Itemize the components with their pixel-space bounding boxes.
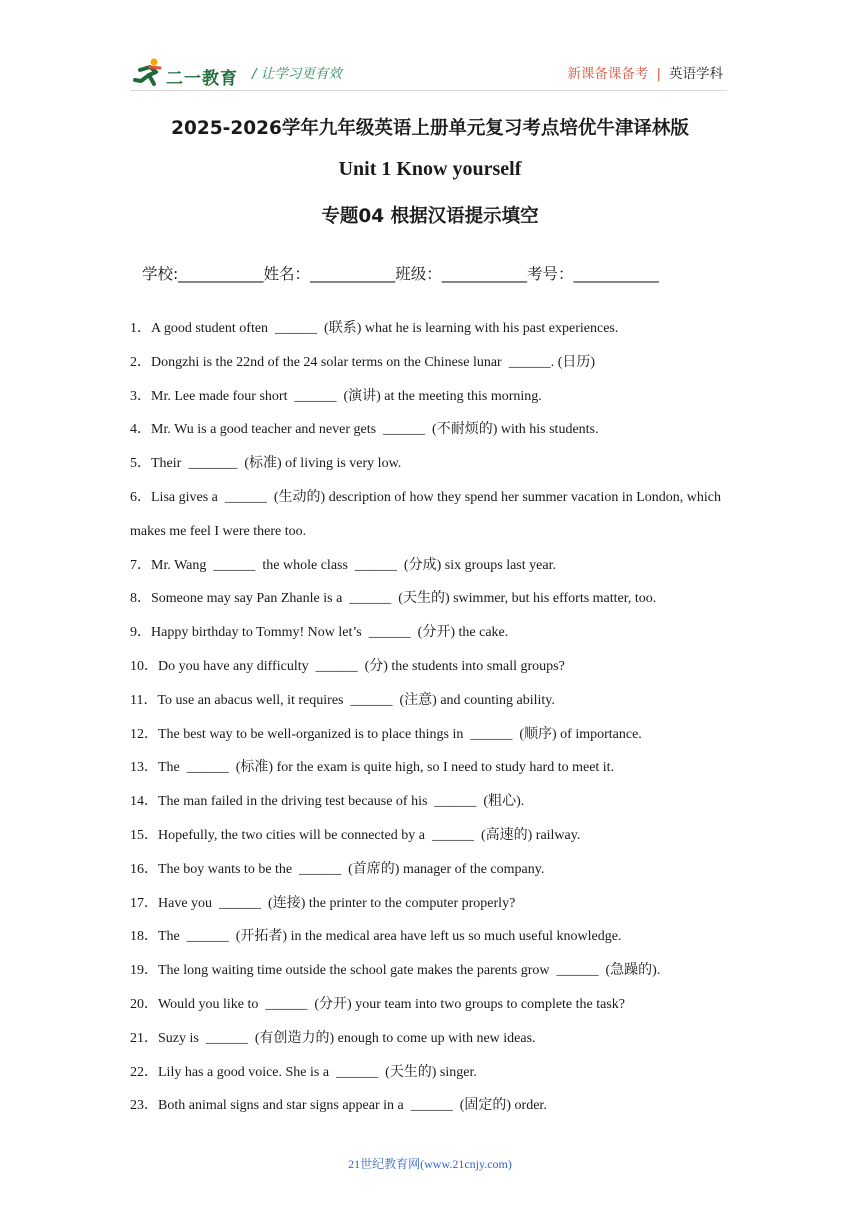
question-number: 8． [130, 591, 151, 607]
question-number: 15． [130, 827, 158, 843]
question-text: Happy birthday to Tommy! Now let’s ______ (分开) the cake. [151, 625, 509, 641]
question-item [130, 447, 740, 481]
question-item [130, 718, 740, 752]
footer-source: 21世纪教育网(www.21cnjy.com) [348, 1157, 512, 1171]
logo [132, 56, 242, 88]
question-number: 16． [130, 861, 158, 877]
question-item [130, 988, 740, 1022]
question-text: Have you ______ (连接) the printer to the computer properly? [158, 895, 516, 911]
question-text: The man failed in the driving test because of his ______ (粗心). [158, 794, 525, 810]
question-text: A good student often ______ (联系) what he is learning with his past experiences. [151, 321, 619, 336]
question-item [130, 819, 740, 853]
question-number: 13． [130, 760, 158, 776]
tag-course: 新课备课备考 [567, 66, 649, 82]
unit-title: Unit 1 Know yourself [338, 158, 522, 180]
question-item [130, 549, 740, 583]
question-text: The ______ (开拓者) in the medical area have left us so much useful knowledge. [158, 929, 622, 945]
question-text: Would you like to ______ (分开) your team into two groups to complete the task? [158, 996, 626, 1012]
question-item [130, 380, 740, 414]
question-number: 18． [130, 929, 158, 945]
question-number: 11． [130, 692, 158, 708]
question-number: 19． [130, 963, 158, 979]
logo-text: 二一教育 [166, 69, 238, 89]
header-divider [130, 90, 727, 91]
question-text: The boy wants to be the ______ (首席的) manager of the company. [158, 861, 545, 877]
tag-subject: 英语学科 [669, 66, 723, 82]
question-text: Lisa gives a ______ (生动的) description of how they spend her summer vacation in London, which makes me feel I were there too. [130, 489, 725, 539]
question-item [130, 650, 740, 684]
question-number: 3． [130, 388, 151, 404]
question-item [130, 1089, 740, 1123]
subject-tags [567, 62, 723, 82]
question-number: 14． [130, 794, 158, 810]
question-number: 21． [130, 1030, 158, 1046]
question-text: Hopefully, the two cities will be connected by a ______ (高速的) railway. [158, 827, 581, 843]
slogan: / 让学习更有效 [252, 66, 342, 82]
question-item [130, 312, 740, 346]
question-item [130, 853, 740, 887]
page-header [130, 52, 727, 92]
question-item [130, 920, 740, 954]
question-item [130, 751, 740, 785]
question-text: Their _______ (标准) of living is very low. [151, 456, 402, 472]
tag-separator: | [656, 66, 661, 82]
question-number: 12． [130, 726, 158, 742]
question-text: Lily has a good voice. She is a ______ (天生的) singer. [158, 1064, 477, 1080]
question-number: 23． [130, 1098, 158, 1114]
question-list [130, 312, 740, 1123]
question-text: Mr. Wu is a good teacher and never gets ______ (不耐烦的) with his students. [151, 422, 599, 438]
question-text: The ______ (标准) for the exam is quite high, so I need to study hard to meet it. [158, 760, 615, 776]
question-item [130, 481, 735, 549]
question-text: Do you have any difficulty ______ (分) the students into small groups? [158, 658, 565, 674]
question-item [130, 582, 740, 616]
question-text: Mr. Wang ______ the whole class ______ (分成) six groups last year. [151, 557, 556, 573]
question-text: The long waiting time outside the school gate makes the parents grow ______ (急躁的). [158, 963, 661, 979]
topic-title: 专题04 根据汉语提示填空 [321, 206, 539, 227]
question-number: 1． [130, 321, 151, 336]
question-number: 7． [130, 557, 151, 573]
question-item [130, 954, 740, 988]
question-text: Suzy is ______ (有创造力的) enough to come up with new ideas. [158, 1030, 536, 1046]
question-text: Dongzhi is the 22nd of the 24 solar terms on the Chinese lunar ______. (日历) [151, 354, 596, 370]
question-number: 20． [130, 996, 158, 1012]
question-item [130, 616, 740, 650]
question-number: 10． [130, 658, 158, 674]
question-number: 4． [130, 422, 151, 438]
question-text: Someone may say Pan Zhanle is a ______ (天生的) swimmer, but his efforts matter, too. [151, 591, 657, 607]
question-item [130, 684, 740, 718]
question-item [130, 887, 740, 921]
question-text: Both animal signs and star signs appear in a ______ (固定的) order. [158, 1098, 547, 1114]
student-info-line: 学校:___________姓名：___________班级：___________考号：___________ [142, 265, 659, 283]
question-number: 6． [130, 489, 151, 505]
question-number: 22． [130, 1064, 158, 1080]
question-text: Mr. Lee made four short ______ (演讲) at the meeting this morning. [151, 388, 542, 404]
question-number: 9． [130, 625, 151, 641]
runner-logo-icon [132, 56, 166, 88]
question-text: The best way to be well-organized is to place things in ______ (顺序) of importance. [158, 726, 642, 742]
question-number: 2． [130, 354, 151, 370]
question-text: To use an abacus well, it requires ______ (注意) and counting ability. [157, 692, 555, 708]
question-item [130, 346, 740, 380]
question-item [130, 1056, 740, 1090]
doc-title: 2025-2026学年九年级英语上册单元复习考点培优牛津译林版 [171, 118, 689, 139]
question-item [130, 1022, 740, 1056]
question-item [130, 785, 740, 819]
question-item [130, 413, 740, 447]
question-number: 5． [130, 456, 151, 472]
question-number: 17． [130, 895, 158, 911]
